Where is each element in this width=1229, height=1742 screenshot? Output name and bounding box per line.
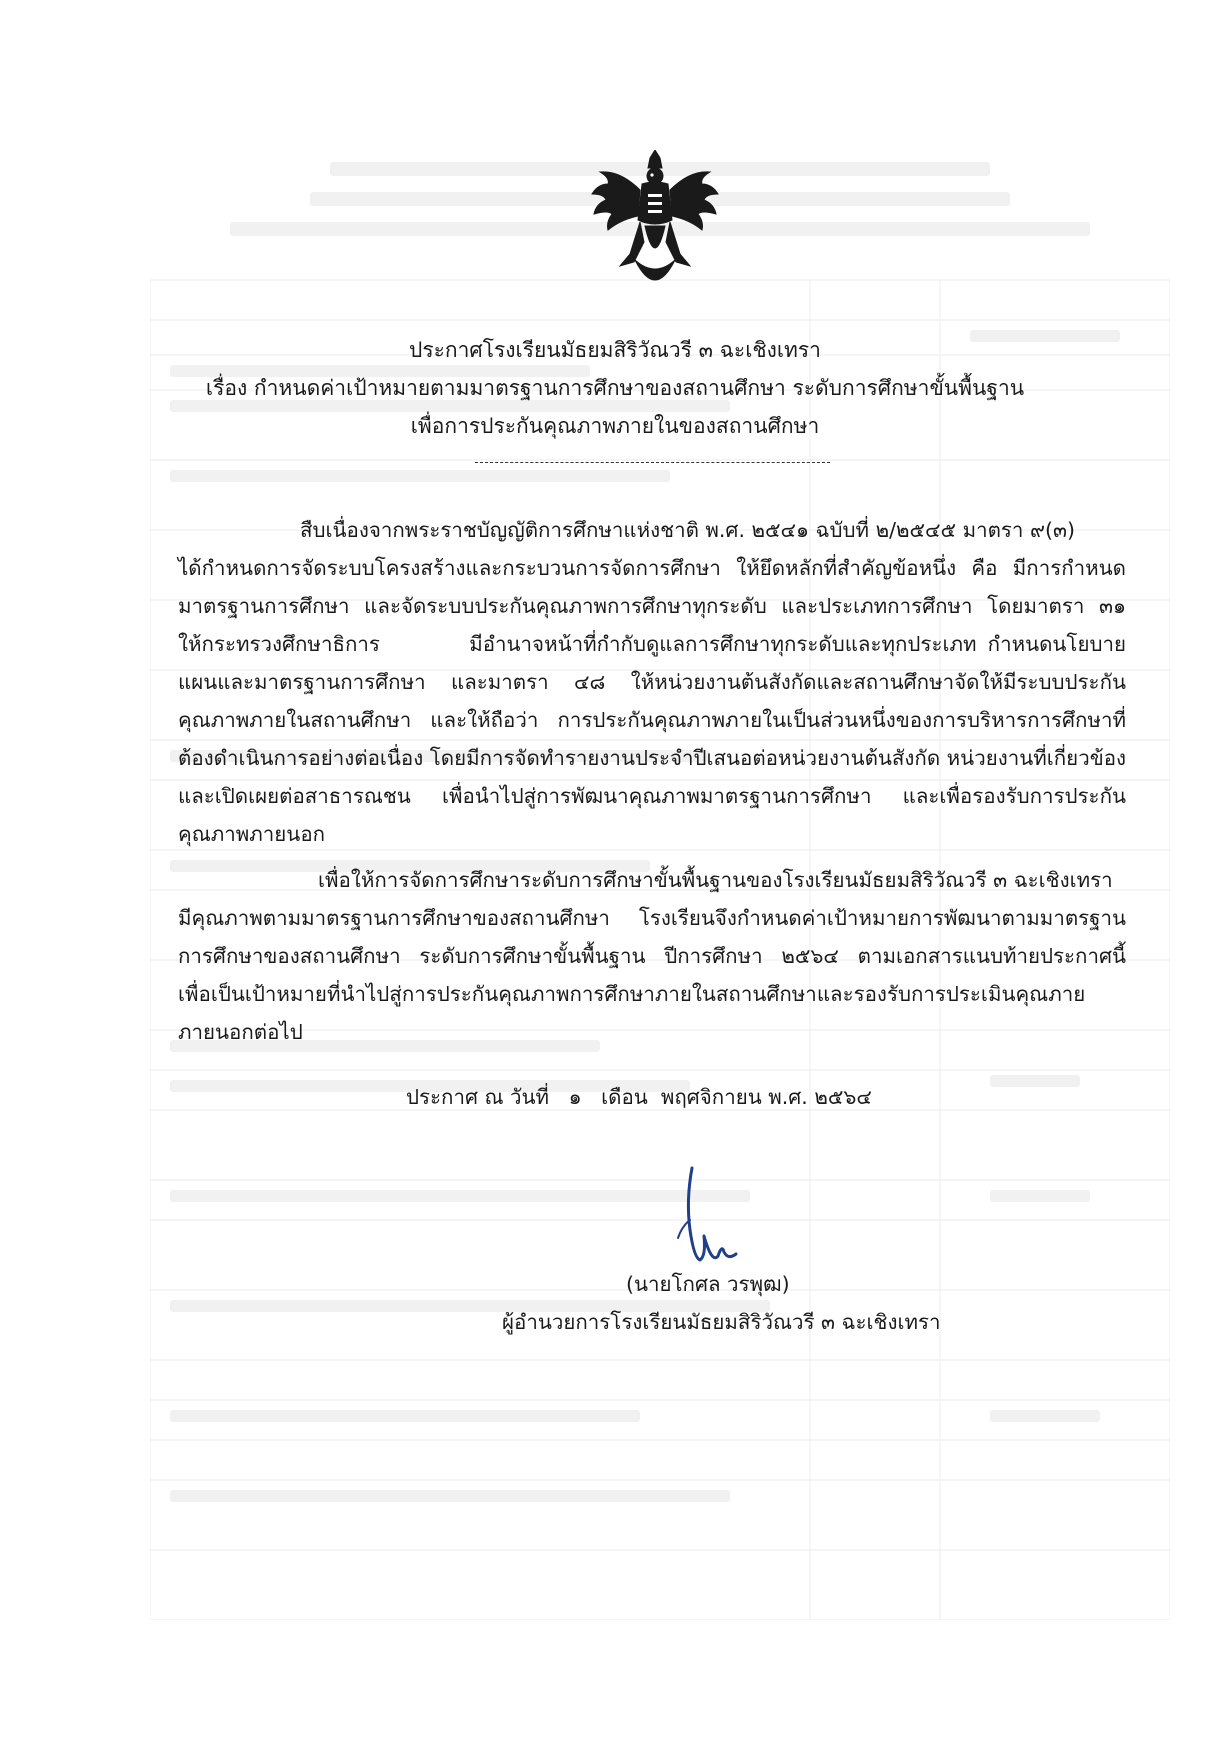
- paragraph1-line: และเปิดเผยต่อสาธารณชน เพื่อนำไปสู่การพัฒนาคุณภาพมาตรฐานการศึกษา และเพื่อรองรับการประกัน: [178, 784, 1126, 808]
- announcement-issuer: ประกาศโรงเรียนมัธยมสิริวัณวรี ๓ ฉะเชิงเทรา: [409, 338, 821, 362]
- paragraph2-line: มีคุณภาพตามมาตรฐานการศึกษาของสถานศึกษา โรงเรียนจึงกำหนดค่าเป้าหมายการพัฒนาตามมาตรฐาน: [178, 906, 1126, 930]
- paragraph2-line: ภายนอกต่อไป: [178, 1020, 303, 1044]
- paragraph1-line: สืบเนื่องจากพระราชบัญญัติการศึกษาแห่งชาติ พ.ศ. ๒๕๔๑ ฉบับที่ ๒/๒๕๔๕ มาตรา ๙(๓): [300, 518, 1075, 542]
- announcement-purpose: เพื่อการประกันคุณภาพภายในของสถานศึกษา: [410, 414, 820, 438]
- paragraph2-line: เพื่อให้การจัดการศึกษาระดับการศึกษาขั้นพื้นฐานของโรงเรียนมัธยมสิริวัณวรี ๓ ฉะเชิงเทรา: [318, 868, 1113, 892]
- paragraph2-line: การศึกษาของสถานศึกษา ระดับการศึกษาขั้นพื้นฐาน ปีการศึกษา ๒๕๖๔ ตามเอกสารแนบท้ายประกาศนี้: [178, 944, 1126, 968]
- announcement-subject: เรื่อง กำหนดค่าเป้าหมายตามมาตรฐานการศึกษาของสถานศึกษา ระดับการศึกษาขั้นพื้นฐาน: [205, 376, 1025, 400]
- garuda-emblem-icon: [590, 150, 720, 300]
- signatory-position: ผู้อำนวยการโรงเรียนมัธยมสิริวัณวรี ๓ ฉะเชิงเทรา: [502, 1310, 941, 1334]
- announcement-date: ประกาศ ณ วันที่ ๑ เดือน พฤศจิกายน พ.ศ. ๒๕๖๔: [406, 1085, 872, 1109]
- paragraph2-line: เพื่อเป็นเป้าหมายที่นำไปสู่การประกันคุณภาพการศึกษาภายในสถานศึกษาและรองรับการประเมินคุณภาย: [178, 982, 1086, 1006]
- signatory-name: (นายโกศล วรพุฒ): [626, 1272, 790, 1296]
- paragraph1-line: แผนและมาตรฐานการศึกษา และมาตรา ๔๘ ให้หน่วยงานต้นสังกัดและสถานศึกษาจัดให้มีระบบประกัน: [178, 670, 1126, 694]
- paragraph1-line: คุณภาพภายในสถานศึกษา และให้ถือว่า การประกันคุณภาพภายในเป็นส่วนหนึ่งของการบริหารการศึกษาที่: [178, 708, 1126, 732]
- paragraph1-line: มาตรฐานการศึกษา และจัดระบบประกันคุณภาพการศึกษาทุกระดับ และประเภทการศึกษา โดยมาตรา ๓๑: [178, 594, 1126, 618]
- paragraph1-line: ให้กระทรวงศึกษาธิการ มีอำนาจหน้าที่กำกับดูแลการศึกษาทุกระดับและทุกประเภท กำหนดนโยบาย: [178, 632, 1126, 656]
- title-divider: [475, 462, 830, 463]
- signature-icon: [660, 1160, 770, 1275]
- paragraph1-line: ต้องดำเนินการอย่างต่อเนื่อง โดยมีการจัดทำรายงานประจำปีเสนอต่อหน่วยงานต้นสังกัด หน่วยงานที่เกี่ยวข้อง: [178, 746, 1127, 770]
- paragraph1-line: คุณภาพภายนอก: [178, 822, 326, 846]
- paragraph1-line: ได้กำหนดการจัดระบบโครงสร้างและกระบวนการจัดการศึกษา ให้ยึดหลักที่สำคัญข้อหนึ่ง คือ มีการกำหนด: [178, 556, 1126, 580]
